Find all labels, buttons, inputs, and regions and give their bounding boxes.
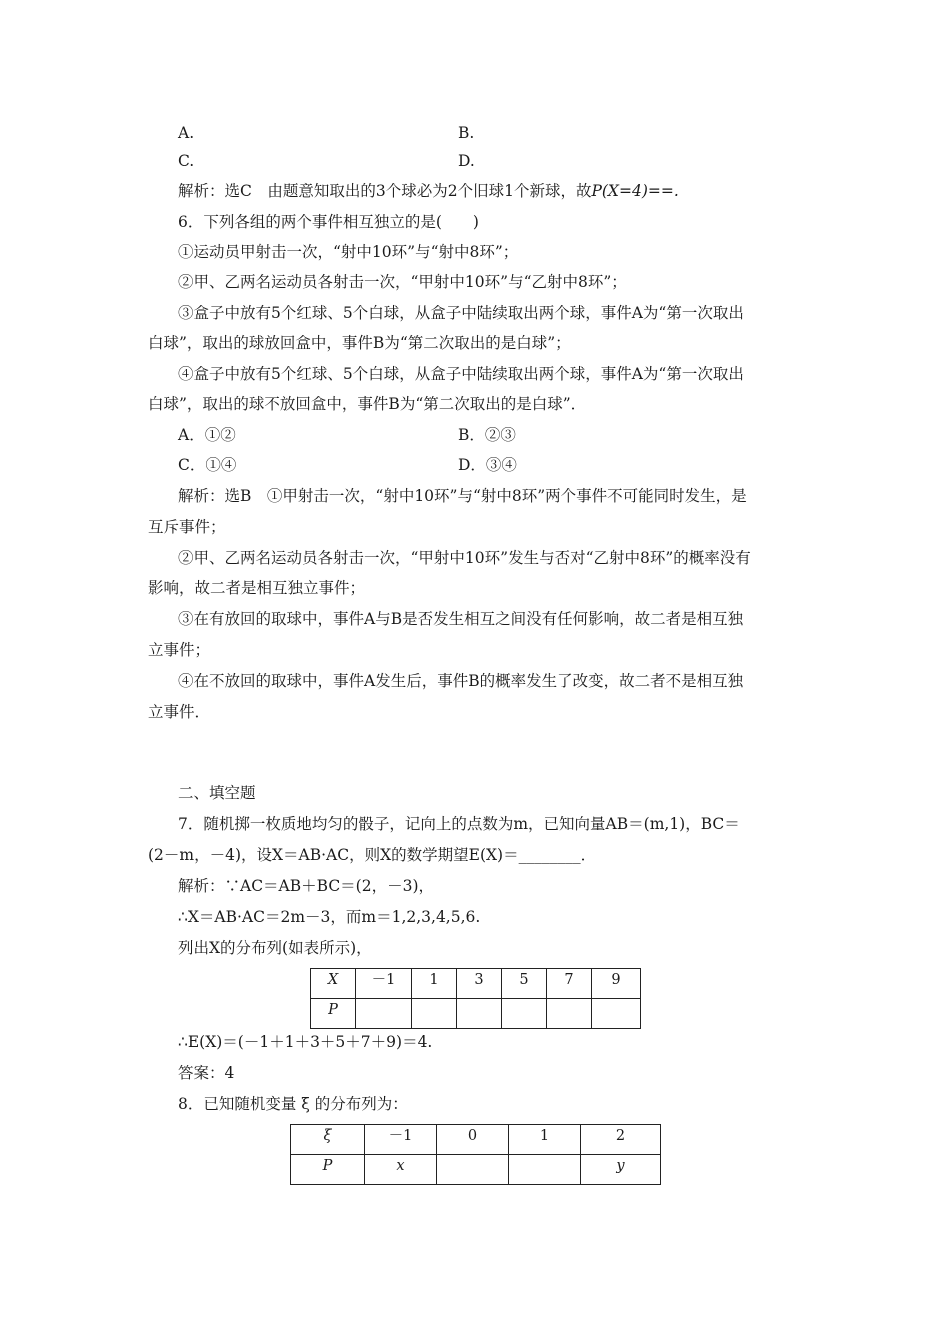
table-row [311, 999, 641, 1029]
table-cell: ξ [291, 1125, 365, 1155]
q7-analysis-line2: ∴X＝AB·AC＝2m－3，而m＝1,2,3,4,5,6. [178, 908, 481, 926]
table-cell [437, 1155, 509, 1185]
table-cell [356, 999, 412, 1029]
q6-analysis-4-line1: ④在不放回的取球中，事件A发生后，事件B的概率发生了改变，故二者不是相互独 [178, 672, 744, 690]
q7-expectation: ∴E(X)＝(－1＋1＋3＋5＋7＋9)＝4. [178, 1033, 433, 1051]
table-cell: 9 [592, 969, 641, 999]
table-cell: 5 [502, 969, 547, 999]
q6-analysis-3-line1: ③在有放回的取球中，事件A与B是否发生相互之间没有任何影响，故二者是相互独 [178, 610, 744, 628]
table-row [311, 969, 641, 999]
section-title-fill-in: 二、填空题 [178, 784, 256, 802]
q6-analysis-1-line1: 解析：选B ①甲射击一次，“射中10环”与“射中8环”两个事件不可能同时发生，是 [178, 487, 747, 505]
q6-item-2: ②甲、乙两名运动员各射击一次，“甲射中10环”与“乙射中8环”； [178, 273, 627, 291]
table-cell: －1 [356, 969, 412, 999]
table-cell: P [311, 999, 356, 1029]
table-cell: P [291, 1155, 365, 1185]
table-cell [502, 999, 547, 1029]
q7-distribution-table [310, 968, 641, 1029]
q6-stem: 6．下列各组的两个事件相互独立的是( ) [178, 213, 479, 231]
q6-analysis-4-line2: 立事件． [148, 703, 211, 721]
table-cell [509, 1155, 581, 1185]
table-cell: 1 [412, 969, 457, 999]
q5-option-c: C. [178, 152, 195, 170]
q5-option-a: A. [178, 124, 195, 142]
table-cell: 2 [581, 1125, 661, 1155]
q6-item-4-line2: 白球”，取出的球不放回盒中，事件B为“第二次取出的是白球”． [148, 395, 587, 413]
q6-option-c: C．①④ [178, 456, 237, 474]
table-cell [412, 999, 457, 1029]
q5-option-d: D. [458, 152, 475, 170]
table-cell: y [581, 1155, 661, 1185]
q7-analysis-line1: 解析：∵AC＝AB＋BC＝(2，－3)， [178, 877, 434, 895]
q5-analysis [178, 181, 679, 201]
q5-analysis-formula: P(X=4)==. [591, 182, 679, 200]
q6-item-3-line1: ③盒子中放有5个红球、5个白球，从盒子中陆续取出两个球，事件A为“第一次取出 [178, 304, 744, 322]
q6-analysis-2-line1: ②甲、乙两名运动员各射击一次，“甲射中10环”发生与否对“乙射中8环”的概率没有 [178, 549, 751, 567]
q7-stem-line1: 7．随机掷一枚质地均匀的骰子，记向上的点数为m，已知向量AB＝(m,1)，BC＝ [178, 815, 740, 833]
q5-analysis-text: 解析：选C 由题意知取出的3个球必为2个旧球1个新球，故 [178, 182, 592, 200]
q7-answer: 答案：4 [178, 1064, 235, 1082]
q6-item-1: ①运动员甲射击一次，“射中10环”与“射中8环”； [178, 243, 519, 261]
q8-distribution-table [290, 1124, 661, 1185]
q6-item-4-line1: ④盒子中放有5个红球、5个白球，从盒子中陆续取出两个球，事件A为“第一次取出 [178, 365, 744, 383]
table-cell: 1 [509, 1125, 581, 1155]
table-cell: －1 [365, 1125, 437, 1155]
q7-analysis-line3: 列出X的分布列(如表所示)， [178, 939, 372, 957]
q6-option-b: B．②③ [458, 426, 516, 444]
table-cell: 7 [547, 969, 592, 999]
table-cell: X [311, 969, 356, 999]
q8-stem: 8．已知随机变量 ξ 的分布列为： [178, 1095, 408, 1113]
q6-option-d: D．③④ [458, 456, 517, 474]
q6-item-3-line2: 白球”，取出的球放回盒中，事件B为“第二次取出的是白球”； [148, 334, 571, 352]
table-cell [457, 999, 502, 1029]
table-cell: x [365, 1155, 437, 1185]
table-cell [592, 999, 641, 1029]
table-cell [547, 999, 592, 1029]
table-cell: 3 [457, 969, 502, 999]
q6-option-a: A．①② [178, 426, 236, 444]
table-row [291, 1125, 661, 1155]
q6-analysis-1-line2: 互斥事件； [148, 518, 226, 536]
q6-analysis-3-line2: 立事件； [148, 641, 211, 659]
q6-analysis-2-line2: 影响，故二者是相互独立事件； [148, 579, 366, 597]
table-row [291, 1155, 661, 1185]
table-cell: 0 [437, 1125, 509, 1155]
q7-stem-line2: (2－m，－4)，设X＝AB·AC，则X的数学期望E(X)＝________． [148, 846, 597, 864]
q5-option-b: B. [458, 124, 475, 142]
